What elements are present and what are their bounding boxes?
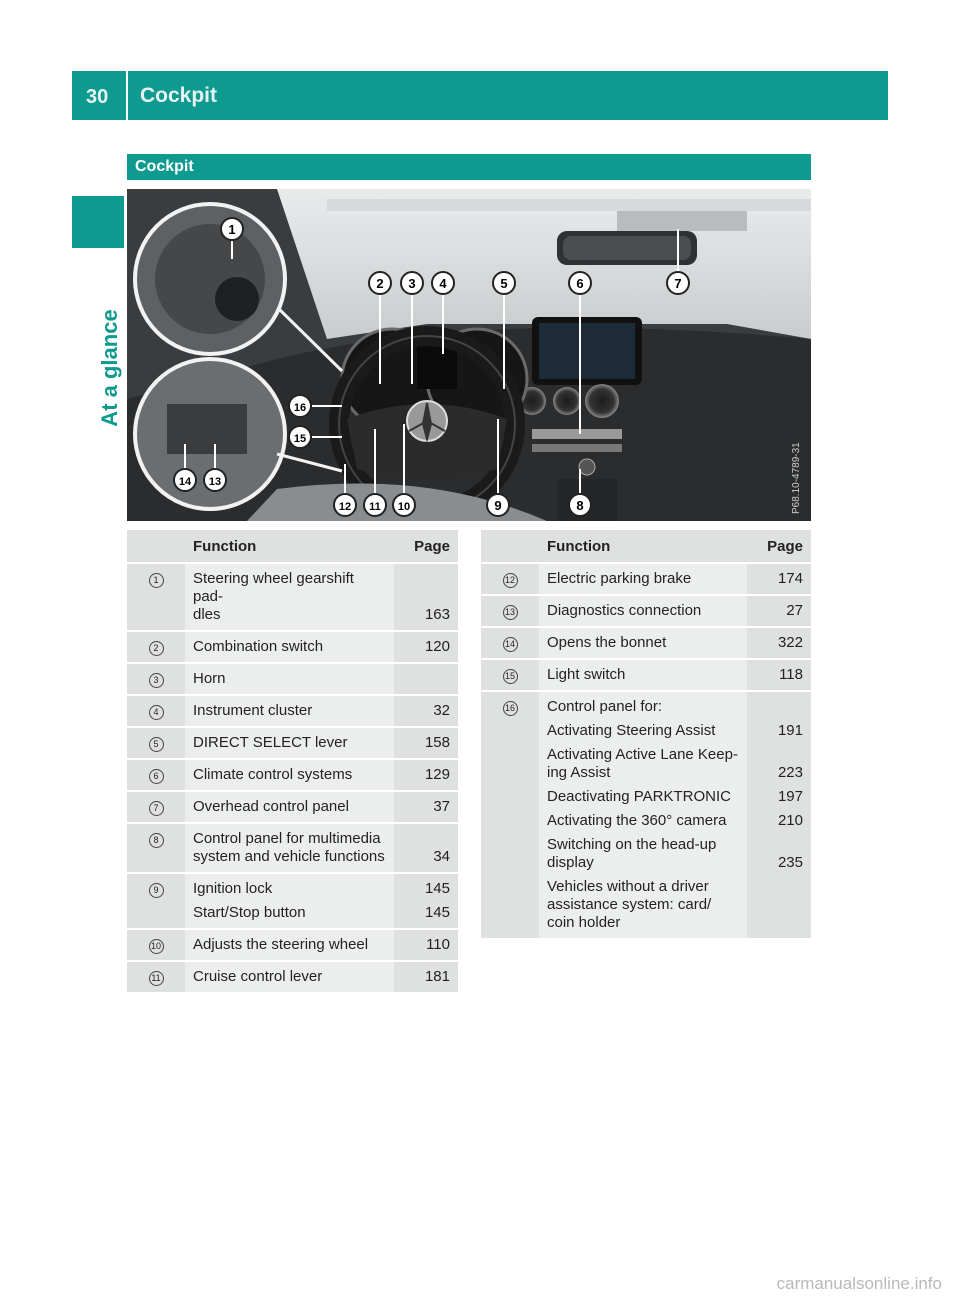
page-reference[interactable]: 145 xyxy=(424,880,450,897)
function-text: Electric parking brake xyxy=(547,570,692,587)
sidebar-marker xyxy=(72,196,124,248)
function-cell xyxy=(185,696,394,726)
item-number xyxy=(127,664,185,694)
callout-number-badge: 4 xyxy=(149,705,164,720)
item-number xyxy=(127,874,185,928)
page-cell xyxy=(394,874,458,928)
page-reference[interactable]: 120 xyxy=(424,638,450,655)
function-text: DIRECT SELECT lever xyxy=(193,734,348,751)
callout-number-badge: 5 xyxy=(149,737,164,752)
function-text: Diagnostics connection xyxy=(547,602,702,619)
function-cell xyxy=(185,760,394,790)
table-row xyxy=(481,564,811,594)
item-number xyxy=(127,564,185,630)
item-number xyxy=(127,696,185,726)
function-text: Deactivating PARKTRONIC xyxy=(547,788,731,805)
header-page: Page xyxy=(394,530,458,562)
page-reference[interactable]: 145 xyxy=(424,904,450,921)
function-cell xyxy=(185,962,394,992)
function-cell xyxy=(185,728,394,758)
page-header xyxy=(72,71,888,120)
item-number xyxy=(481,660,539,690)
page-cell xyxy=(394,728,458,758)
callout-number-badge: 14 xyxy=(503,637,518,652)
callout-number-badge: 9 xyxy=(149,883,164,898)
page-reference[interactable]: 197 xyxy=(777,788,803,805)
page-reference[interactable]: 32 xyxy=(433,702,450,719)
page-reference[interactable]: 235 xyxy=(777,854,803,871)
table-row xyxy=(127,874,458,928)
svg-text:3: 3 xyxy=(408,276,416,291)
function-cell xyxy=(185,874,394,928)
svg-text:2: 2 xyxy=(376,276,384,291)
function-text: Activating Active Lane Keep- ing Assist xyxy=(547,746,738,781)
function-cell xyxy=(539,596,747,626)
svg-text:7: 7 xyxy=(674,276,682,291)
header-title: Cockpit xyxy=(140,84,218,107)
table-header-row xyxy=(481,530,811,562)
table-row xyxy=(127,760,458,790)
page-cell xyxy=(747,628,811,658)
function-table-right xyxy=(481,528,811,940)
svg-text:5: 5 xyxy=(500,276,508,291)
svg-text:13: 13 xyxy=(208,476,222,488)
page-cell xyxy=(394,564,458,630)
callout-number-badge: 13 xyxy=(503,605,518,620)
table-row xyxy=(481,692,811,938)
table-row xyxy=(127,728,458,758)
function-cell xyxy=(539,660,747,690)
page-cell xyxy=(747,692,811,938)
function-cell xyxy=(539,628,747,658)
page-cell xyxy=(394,962,458,992)
item-number xyxy=(127,760,185,790)
svg-text:11: 11 xyxy=(369,501,381,513)
page-reference[interactable]: 191 xyxy=(777,722,803,739)
svg-text:14: 14 xyxy=(178,476,192,488)
table-row xyxy=(127,664,458,694)
callout-number-badge: 15 xyxy=(503,669,518,684)
function-cell xyxy=(539,692,747,938)
header-number xyxy=(481,530,539,562)
function-text: Start/Stop button xyxy=(193,904,306,921)
function-text: Horn xyxy=(193,670,226,687)
page-cell xyxy=(394,792,458,822)
svg-text:P68.10-4789-31: P68.10-4789-31 xyxy=(791,442,802,514)
page-number: 30 xyxy=(86,86,109,108)
page-reference[interactable]: 210 xyxy=(777,812,803,829)
item-number xyxy=(127,930,185,960)
item-number xyxy=(481,564,539,594)
page-reference[interactable]: 181 xyxy=(424,968,450,985)
function-cell xyxy=(185,564,394,630)
table-row xyxy=(127,696,458,726)
page-reference[interactable]: 163 xyxy=(424,606,450,623)
page-cell xyxy=(747,660,811,690)
section-title: Cockpit xyxy=(135,158,194,175)
function-cell xyxy=(185,632,394,662)
svg-text:15: 15 xyxy=(293,433,307,445)
svg-text:10: 10 xyxy=(397,501,411,513)
function-cell xyxy=(185,824,394,872)
function-cell xyxy=(185,792,394,822)
page-cell xyxy=(394,760,458,790)
table-header-row xyxy=(127,530,458,562)
function-text: Light switch xyxy=(547,666,626,683)
svg-text:4: 4 xyxy=(439,276,447,291)
svg-text:6: 6 xyxy=(576,276,584,291)
header-number xyxy=(127,530,185,562)
page-cell xyxy=(394,664,458,694)
page-reference[interactable]: 110 xyxy=(426,936,450,953)
callout-number-badge: 2 xyxy=(149,641,164,656)
footer-watermark: carmanualsonline.info xyxy=(776,1274,942,1293)
table-row xyxy=(127,824,458,872)
section-title-bar xyxy=(127,154,811,180)
table-row xyxy=(481,628,811,658)
svg-text:16: 16 xyxy=(293,402,307,414)
callout-number-badge: 6 xyxy=(149,769,164,784)
callout-number-badge: 10 xyxy=(149,939,164,954)
page-reference[interactable]: 37 xyxy=(433,798,450,815)
function-text: Cruise control lever xyxy=(193,968,323,985)
function-text: Control panel for multimedia system and vehicle functions xyxy=(193,830,385,865)
page-cell xyxy=(394,696,458,726)
function-text: Combination switch xyxy=(193,638,324,655)
function-cell xyxy=(185,930,394,960)
item-number xyxy=(481,596,539,626)
item-number xyxy=(481,692,539,938)
header-function: Function xyxy=(539,530,747,562)
page-reference[interactable]: 223 xyxy=(777,764,803,781)
function-table-left xyxy=(127,528,458,994)
function-text: Activating the 360° camera xyxy=(547,812,727,829)
item-number xyxy=(127,824,185,872)
callout-number-badge: 7 xyxy=(149,801,164,816)
item-number xyxy=(127,792,185,822)
svg-text:1: 1 xyxy=(228,222,236,237)
callout-number-badge: 3 xyxy=(149,673,164,688)
svg-text:9: 9 xyxy=(494,498,502,513)
page-cell xyxy=(747,596,811,626)
function-text: Overhead control panel xyxy=(193,798,349,815)
cockpit-image xyxy=(127,189,811,521)
header-function: Function xyxy=(185,530,394,562)
page-reference[interactable]: 174 xyxy=(777,570,803,587)
table-row xyxy=(127,962,458,992)
item-number xyxy=(481,628,539,658)
callout-number-badge: 12 xyxy=(503,573,518,588)
page-reference[interactable]: 118 xyxy=(779,666,803,683)
function-cell xyxy=(539,564,747,594)
page-cell xyxy=(394,824,458,872)
function-text: Climate control systems xyxy=(193,766,353,783)
function-text: Opens the bonnet xyxy=(547,634,667,651)
function-text: Steering wheel gearshift pad- dles xyxy=(193,570,354,623)
sidebar-label: At a glance xyxy=(97,309,122,427)
table-row xyxy=(481,596,811,626)
item-number xyxy=(127,728,185,758)
function-text: Switching on the head-up display xyxy=(547,836,717,871)
item-number xyxy=(127,962,185,992)
function-text: Control panel for: xyxy=(547,698,663,715)
page-cell xyxy=(747,564,811,594)
svg-text:12: 12 xyxy=(338,501,352,513)
page-reference[interactable]: 34 xyxy=(433,848,450,865)
function-text: Vehicles without a driver assistance system: card/ coin holder xyxy=(547,878,712,931)
table-row xyxy=(127,930,458,960)
function-text: Activating Steering Assist xyxy=(547,722,716,739)
header-page: Page xyxy=(747,530,811,562)
callout-number-badge: 11 xyxy=(149,971,164,986)
page-reference[interactable]: 129 xyxy=(424,766,450,783)
page-reference[interactable]: 158 xyxy=(424,734,450,751)
function-text: Adjusts the steering wheel xyxy=(193,936,369,953)
table-row xyxy=(127,564,458,630)
page-cell xyxy=(394,632,458,662)
table-row xyxy=(127,632,458,662)
page-reference[interactable]: 27 xyxy=(786,602,803,619)
callout-number-badge: 16 xyxy=(503,701,518,716)
page-reference[interactable]: 322 xyxy=(777,634,803,651)
function-cell xyxy=(185,664,394,694)
item-number xyxy=(127,632,185,662)
callout-number-badge: 8 xyxy=(149,833,164,848)
header-divider xyxy=(126,71,128,120)
callout-number-badge: 1 xyxy=(149,573,164,588)
table-row xyxy=(127,792,458,822)
svg-text:8: 8 xyxy=(576,498,584,513)
function-text: Instrument cluster xyxy=(193,702,313,719)
page-cell xyxy=(394,930,458,960)
table-row xyxy=(481,660,811,690)
function-text: Ignition lock xyxy=(193,880,273,897)
